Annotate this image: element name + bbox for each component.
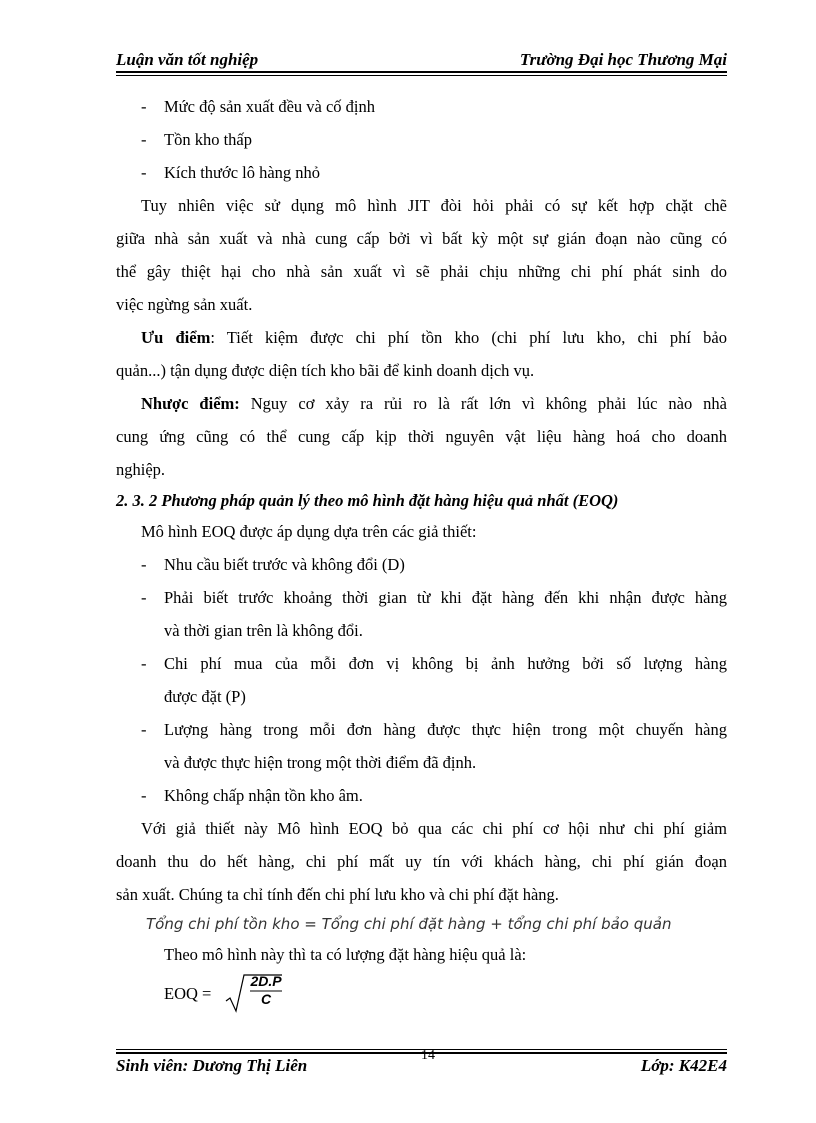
header-rule-thick	[116, 71, 727, 73]
footer-student: Sinh viên: Dương Thị Liên	[116, 1056, 308, 1075]
list-item-text: Lượng hàng trong mỗi đơn hàng được thực hiện trong một chuyến hàng	[164, 720, 727, 739]
page-number: 14	[421, 1048, 435, 1063]
paragraph-line: thể gây thiệt hại cho nhà sản xuất vì sẽ phải chịu những chi phí phát sinh do	[116, 262, 727, 281]
bullet-dash: -	[141, 588, 147, 607]
paragraph-line: giữa nhà sản xuất và nhà cung cấp bởi vì bất kỳ một sự gián đoạn nào cũng có	[116, 229, 727, 248]
cost-formula: Tổng chi phí tồn kho = Tổng chi phí đặt hàng + tổng chi phí bảo quản	[146, 915, 672, 933]
bullet-dash: -	[141, 654, 147, 673]
page-header	[116, 46, 727, 74]
page-footer	[116, 1048, 727, 1082]
bullet-dash: -	[141, 130, 147, 149]
paragraph-line: doanh thu do hết hàng, chi phí mất uy tín với khách hàng, chi phí gián đoạn	[116, 852, 727, 871]
paragraph-line: việc ngừng sản xuất.	[116, 295, 253, 314]
list-item-text: Tồn kho thấp	[164, 130, 252, 149]
eoq-denominator: C	[260, 991, 272, 1007]
header-university: Trường Đại học Thương Mại	[519, 50, 727, 69]
eoq-sentence: Theo mô hình này thì ta có lượng đặt hàng hiệu quả là:	[164, 945, 527, 964]
list-item-text: Không chấp nhận tồn kho âm.	[164, 786, 363, 805]
list-item-text: Nhu cầu biết trước và không đổi (D)	[164, 555, 405, 574]
list-item-continuation: được đặt (P)	[164, 687, 246, 706]
advantage-label: Ưu điểm	[141, 328, 211, 347]
paragraph-line: Tuy nhiên việc sử dụng mô hình JIT đòi hỏi phải có sự kết hợp chặt chẽ	[141, 196, 727, 215]
eoq-intro: Mô hình EOQ được áp dụng dựa trên các giả thiết:	[141, 522, 477, 541]
footer-class: Lớp: K42E4	[640, 1056, 727, 1075]
list-item-continuation: và thời gian trên là không đổi.	[164, 621, 363, 640]
list-item-text: Phải biết trước khoảng thời gian từ khi đặt hàng đến khi nhận được hàng	[164, 588, 727, 607]
header-rule-thin	[116, 75, 727, 76]
advantage-line-2: quản...) tận dụng được diện tích kho bãi để kinh doanh dịch vụ.	[116, 361, 535, 380]
list-item-text: Mức độ sản xuất đều và cố định	[164, 97, 376, 116]
advantage-line	[141, 321, 727, 354]
eoq-numerator: 2D.P	[250, 973, 282, 989]
bullet-dash: -	[141, 720, 147, 739]
eoq-formula	[164, 973, 364, 1027]
disadvantage-line-3: nghiệp.	[116, 460, 166, 479]
list-item-text: Kích thước lô hàng nhỏ	[164, 163, 321, 182]
bullet-dash: -	[141, 555, 147, 574]
eoq-label: EOQ =	[164, 984, 212, 1003]
list-item-continuation: và được thực hiện trong một thời điểm đã định.	[164, 753, 477, 772]
disadvantage-line	[141, 387, 727, 420]
section-heading: 2. 3. 2 Phương pháp quản lý theo mô hình đặt hàng hiệu quả nhất (EOQ)	[116, 491, 619, 510]
disadvantage-text: Nguy cơ xảy ra rủi ro là rất lớn vì không phải lúc nào nhà	[239, 394, 727, 413]
list-item-text: Chi phí mua của mỗi đơn vị không bị ảnh hưởng bởi số lượng hàng	[164, 654, 727, 673]
advantage-text: : Tiết kiệm được chi phí tồn kho (chi phí lưu kho, chi phí bảo	[210, 328, 727, 347]
disadvantage-line-2: cung ứng cũng có thể cung cấp kịp thời nguyên vật liệu hàng hoá cho doanh	[116, 427, 727, 446]
paragraph-line: sản xuất. Chúng ta chỉ tính đến chi phí lưu kho và chi phí đặt hàng.	[116, 885, 559, 904]
disadvantage-label: Nhược điểm:	[141, 394, 240, 413]
bullet-dash: -	[141, 786, 147, 805]
paragraph-line: Với giả thiết này Mô hình EOQ bỏ qua các chi phí cơ hội như chi phí giảm	[141, 819, 727, 838]
header-thesis-title: Luận văn tốt nghiệp	[116, 50, 259, 69]
bullet-dash: -	[141, 97, 147, 116]
bullet-dash: -	[141, 163, 147, 182]
